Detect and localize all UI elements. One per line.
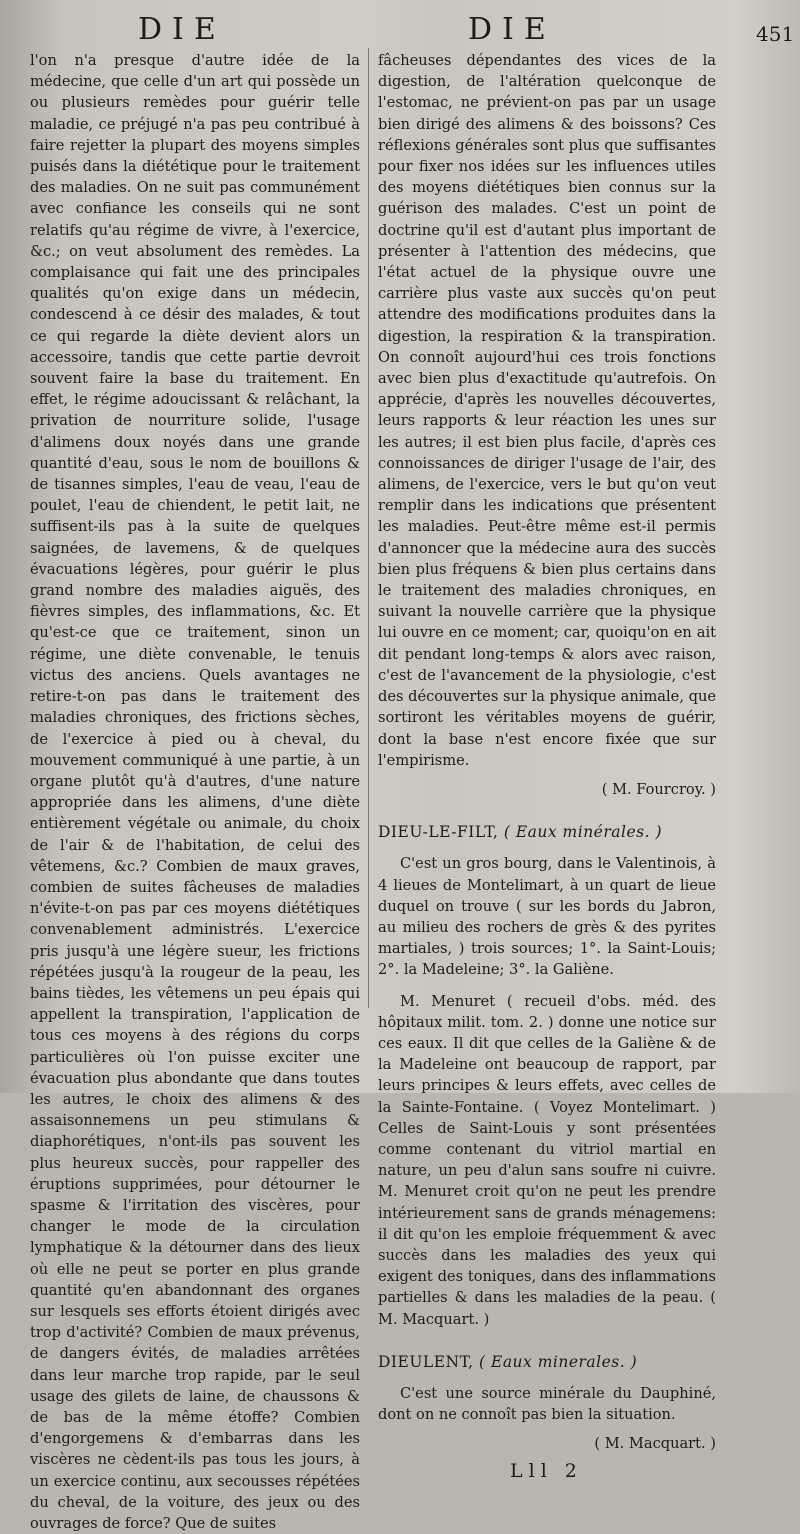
right-column: [378, 50, 716, 1482]
entry-heading-dieu-le-filt: [378, 822, 716, 843]
running-head-right: DIE: [468, 12, 556, 47]
entry-subtitle: ( Eaux minérales. ): [503, 823, 662, 842]
running-head-left: DIE: [138, 12, 226, 47]
entry-subtitle: ( Eaux minerales. ): [479, 1352, 638, 1371]
left-column: [30, 50, 360, 1533]
right-column-intro: fâcheuses dépendantes des vices de la digestion, de l'altération quelconque de l'estomac, ne prévient-on pas par un usage bien dirigé des alimens & des boissons? Ces réflexions générales sont plus que suffisantes pour fixer nos idées sur les influences utiles des moyens diététiques bien connus sur la guérison des malades. C'est un point de doctrine qu'il est d'autant plus important de présenter à l'attention des médecins, que l'état actuel de la physique ouvre une carrière plus vaste aux succès qu'on peut attendre des modifications produites dans la digestion, la respiration & la transpiration. On connoît aujourd'hui ces trois fonctions avec bien plus d'exactitude qu'autrefois. On apprécie, d'après les nouvelles découvertes, leurs rapports & leur réaction les unes sur les autres; il est bien plus facile, d'après ces connoissances de diriger l'usage de l'air, des alimens, de l'exercice, vers le but qu'on veut remplir dans les indications que présentent les maladies. Peut-être même est-il permis d'annoncer que la médecine aura des succès bien plus fréquens & bien plus certains dans le traitement des maladies chroniques, en suivant la nouvelle carrière que la physique lui ouvre en ce moment; car, quoiqu'on en ait dit pendant long-temps & alors avec raison, c'est de l'avancement de la physiologie, c'est des découvertes sur la physique animale, que sortiront les véritables moyens de guérir, dont la base n'est encore fixée que sur l'empirisme.: [378, 52, 716, 769]
entry-paragraph: M. Menuret ( recueil d'obs. méd. des hôpitaux milit. tom. 2. ) donne une notice sur ces eaux. Il dit que celles de la Galiène & de la Madeleine ont beaucoup de rapport, par leurs principes & leurs effets, avec celles de la Sainte-Fontaine. ( Voyez Montelimart. ) Celles de Saint-Louis y sont présentées comme contenant du vitriol martial en nature, un peu d'alun sans soufre ni cuivre. M. Menuret croit qu'on ne peut les prendre intérieurement sans de grands ménagemens: il dit qu'on les emploie fréquemment & avec succès dans les maladies des yeux qui exigent des toniques, dans des inflammations partielles & dans les maladies de la peau. ( M. Macquart. ): [378, 992, 716, 1328]
column-divider: [368, 48, 369, 1008]
entry-title: DIEULENT,: [378, 1352, 474, 1371]
entry-author: ( M. Macquart. ): [594, 1435, 716, 1453]
entry-paragraph: C'est une source minérale du Dauphiné, dont on ne connoît pas bien la situation.: [378, 1384, 716, 1424]
running-head: [0, 10, 800, 50]
page-number: 451: [756, 22, 795, 46]
entry-heading-dieulent: [378, 1352, 716, 1373]
left-column-text: l'on n'a presque d'autre idée de la médecine, que celle d'un art qui possède un ou plusieurs remèdes pour guérir telle maladie, ce préjugé n'a pas peu contribué à faire rejetter la plupart des moyens simples puisés dans la diététique pour le traitement des maladies. On ne suit pas communément avec confiance les conseils qui ne sont relatifs qu'au régime de vivre, à l'exercice, &c.; on veut absolument des remèdes. La complaisance qui fait une des principales qualités qu'on exige dans un médecin, condescend à ce désir des malades, & tout ce qui regarde la diète devient alors un accessoire, tandis que cette partie devroit souvent faire la base du traitement. En effet, le régime adoucissant & relâchant, la privation de nourriture solide, l'usage d'alimens doux noyés dans une grande quantité d'eau, sous le nom de bouillons & de tisannes simples, l'eau de veau, l'eau de poulet, l'eau de chiendent, le petit lait, ne suffisent-ils pas à la suite de quelques saignées, de lavemens, & de quelques évacuations légères, pour guérir le plus grand nombre des maladies aiguës, des fièvres simples, des inflammations, &c. Et qu'est-ce que ce traitement, sinon un régime, une diète convenable, le tenuis victus des anciens. Quels avantages ne retire-t-on pas dans le traitement des maladies chroniques, des frictions sèches, de l'exercice à pied ou à cheval, du mouvement communiqué à une partie, à un organe plutôt qu'à d'autres, d'une nature appropriée dans les alimens, d'une diète entièrement végétale ou animale, du choix de l'air & de l'habitation, de celui des vêtemens, &c.? Combien de maux graves, combien de suites fâcheuses de maladies n'évite-t-on pas par ces moyens diététiques convenablement administrés. L'exercice pris jusqu'à une légère sueur, les frictions répétées jusqu'à la rougeur de la peau, les bains tièdes, les vêtemens un peu épais qui appellent la transpiration, l'application de tous ces moyens à des régions du corps particulières où l'on puisse exciter une évacuation plus abondante que dans toutes les autres, le choix des alimens & des assaisonnemens un peu stimulans & diaphorétiques, n'ont-ils pas souvent les plus heureux succès, pour rappeller des éruptions supprimées, pour détourner le spasme & l'irritation des viscères, pour changer le mode de la circulation lymphatique & la détourner dans des lieux où elle ne peut se porter en plus grande quantité qu'en abandonnant des organes sur lesquels ses efforts étoient dirigés avec trop d'activité? Combien de maux prévenus, de dangers évités, de maladies arrêtées dans leur marche trop rapide, par le seul usage des gilets de laine, de chaussons & de bas de la même étoffe? Combien d'engorgemens & d'embarras dans les viscères ne cèdent-ils pas tous les jours, à un exercice continu, aux secousses répétées du cheval, de la voiture, des jeux ou des ouvrages de force? Que de suites: [30, 52, 360, 1533]
entry-title: DIEU-LE-FILT,: [378, 823, 499, 842]
signature-mark: Lll 2: [510, 1459, 583, 1482]
intro-author: ( M. Fourcroy. ): [601, 780, 716, 798]
entry-paragraph: C'est un gros bourg, dans le Valentinois, à 4 lieues de Montelimart, à un quart de lieue duquel on trouve ( sur les bords du Jabron, au milieu des rochers de grès & des pyrites martiales, ) trois sources; 1°. la Saint-Louis; 2°. la Madeleine; 3°. la Galiène.: [378, 855, 716, 979]
